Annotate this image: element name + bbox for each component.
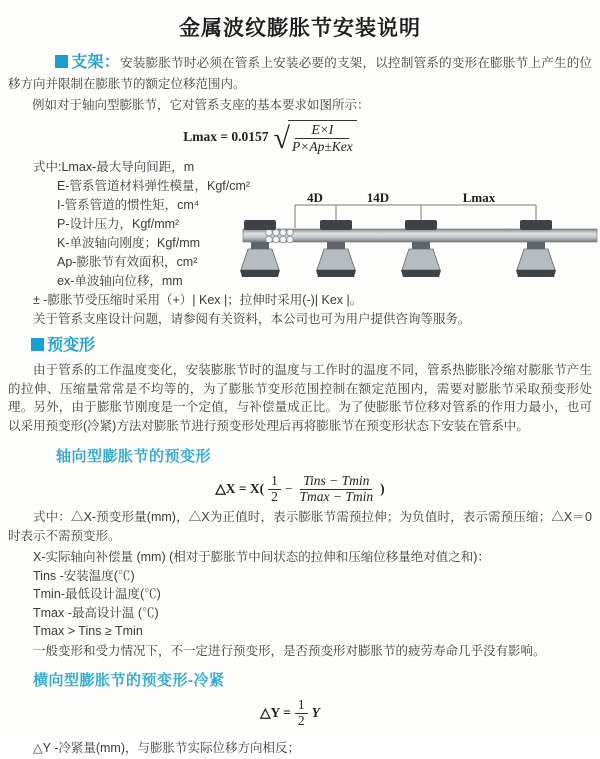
definition-line: K-单波轴向刚度；Kgf/mm <box>57 236 201 250</box>
definition-line: P-设计压力，Kgf/mm² <box>57 217 180 231</box>
support-paragraph <box>8 52 592 95</box>
lmax-formula <box>0 120 600 154</box>
definition-line: E-管系管道材料弹性模量，Kgf/cm² <box>57 179 251 193</box>
definition-line: 式中:Lmax-最大导向间距，m <box>33 160 195 174</box>
pipe <box>243 229 597 242</box>
lmax-formula-fraction <box>288 120 357 154</box>
definition-line: ex-单波轴向位移，mm <box>57 274 183 288</box>
radical-sign: √ <box>273 122 291 155</box>
predeform-header-row <box>31 335 600 357</box>
axial-closing-line: 一般变形和受力情况下，不一定进行预变形，是否预变形对膨胀节的疲劳寿命几乎没有影响。 <box>33 643 546 658</box>
definition-line: X-实际轴向补偿量 (mm) (相对于膨胀节中间状态的拉伸和压缩位移量绝对值之和)： <box>33 550 490 564</box>
minus-sign: − <box>284 481 293 496</box>
lateral-subheader: 横向型膨胀节的预变形-冷紧 <box>33 671 225 689</box>
lmax-formula-numerator: E×I <box>295 122 349 139</box>
section-bullet-square <box>31 338 44 351</box>
pipe-support-guide <box>516 220 556 277</box>
definition-line: Tmax > Tins ≥ Tmin <box>33 624 143 638</box>
one-half-fraction: $\frac{1}{2}$ <box>268 474 281 504</box>
pipe-support-anchor <box>240 220 280 277</box>
axial-explain-paragraph: 式中：△X-预变形量(mm)，△X为正值时，表示膨胀节需预拉伸；为负值时，表示需预压缩；△X＝0时表示不需预变形。 <box>8 510 592 543</box>
lmax-formula-denominator: P×Ap±Kex <box>292 139 353 154</box>
support-intro-text: 安装膨胀节时必须在管系上安装必要的支架，以控制管系的变形在膨胀节上产生的位移方向并限制在膨胀节的额定位移范围内。 <box>8 56 592 91</box>
axial-formula <box>0 474 600 504</box>
pipe-support-guide <box>401 220 441 277</box>
temperature-ratio-fraction: $\frac{\text{Tins − Tmin}}{Tmax - Tmin}$ <box>299 473 374 504</box>
lateral-formula <box>0 698 600 728</box>
dimension-label-lmax: Lmax <box>462 190 496 205</box>
axial-formula-pre: △X = X( <box>215 481 265 496</box>
lateral-formula-pre: △Y = <box>260 704 291 720</box>
section-bullet-square <box>55 55 68 68</box>
definition-line: Tmax -最高设计温 (℃) <box>33 605 159 620</box>
dimension-label-4d: 4D <box>307 190 323 205</box>
dimension-label-14d: 14D <box>366 190 390 205</box>
lateral-note-line: △Y -冷紧量(mm)，与膨胀节实际位移方向相反； <box>33 740 301 755</box>
axial-formula-post: ) <box>380 481 385 496</box>
predeform-section-header: 预变形 <box>47 337 96 354</box>
axial-subheader: 轴向型膨胀节的预变形 <box>56 448 212 465</box>
definition-line: Tins -安装温度(℃) <box>33 568 135 583</box>
one-half-fraction: $\frac{1}{2}$ <box>295 698 308 728</box>
service-note: 关于管系支座设计问题，请参阅有关资料，本公司也可为用户提供咨询等服务。 <box>33 312 471 326</box>
definition-line: Ap-膨胀节有效面积，cm² <box>57 255 198 269</box>
support-section-header: 支架： <box>71 54 121 71</box>
lateral-formula-post: Y <box>311 704 320 720</box>
support-example-line: 例如对于轴向型膨胀节，它对管系支座的基本要求如图所示： <box>32 98 370 112</box>
definition-line: Tmin-最低设计温度(℃) <box>33 587 161 601</box>
pipe-support-diagram <box>243 192 597 288</box>
page-title: 金属波纹膨胀节安装说明 <box>179 17 421 40</box>
lmax-formula-lhs: Lmax = 0.0157 <box>183 129 269 144</box>
sign-convention-note: ± -膨胀节受压缩时采用（+）| Kex |；拉伸时采用(-)| Kex |。 <box>33 293 363 307</box>
pipe-support-guide <box>316 220 356 277</box>
axial-variable-definitions <box>33 548 600 641</box>
definition-line: I-管系管道的惯性矩，cm⁴ <box>57 198 200 212</box>
predeform-paragraph: 由于管系的工作温度变化，安装膨胀节时的温度与工作时的温度不同，管系热膨胀冷缩对膨胀节产生的拉伸、压缩量常常是不均等的，为了膨胀节变形范围控制在额定范围内，需要对膨胀节采取预变形处理。另外，由于膨胀节刚度是一个定值，与补偿量成正比。为了使膨胀节位移对管系的作用力最小，也可以采用预变形(冷紧)方法对膨胀节进行预变形处理后再将膨胀节在预变形状态下安装在管系中。 <box>8 363 592 433</box>
